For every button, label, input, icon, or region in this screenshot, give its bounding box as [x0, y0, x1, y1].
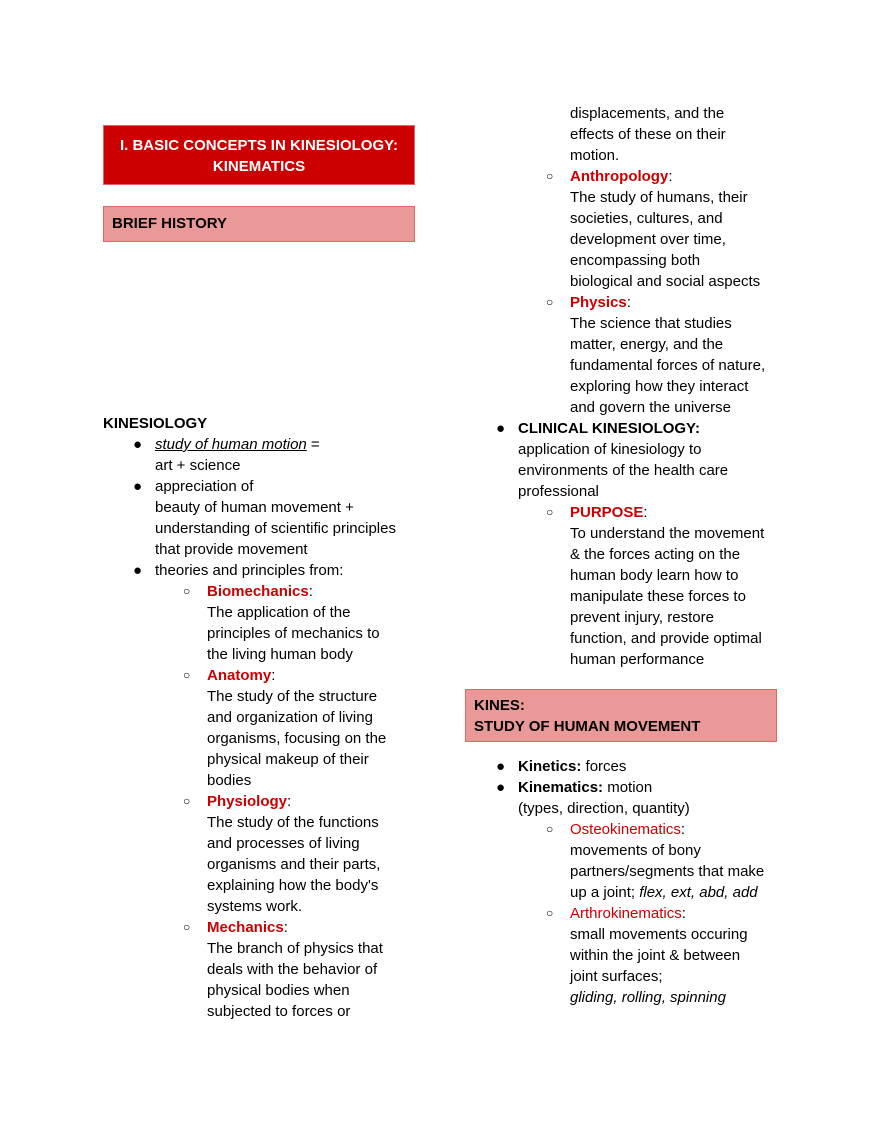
item-text: = art + science	[155, 436, 320, 474]
term: Osteokinematics	[570, 821, 681, 838]
bullet-icon: ●	[496, 420, 506, 437]
term: CLINICAL KINESIOLOGY:	[518, 420, 700, 437]
list-item-kinematics	[496, 777, 796, 819]
sub-item-physiology	[183, 791, 433, 917]
colon: :	[271, 667, 276, 684]
list-item	[133, 434, 433, 476]
sub-item-biomechanics	[183, 581, 433, 665]
circle-bullet-icon: ○	[546, 295, 554, 309]
emphasis-text: study of human motion	[155, 436, 307, 453]
sub-item-mechanics	[183, 917, 433, 1022]
definition: The application of the principles of mechanics to the living human body	[207, 604, 380, 663]
circle-bullet-icon: ○	[183, 584, 191, 598]
term: Physics	[570, 294, 627, 311]
item-text: appreciation of beauty of human movement + understanding of scientific principles that provide movement	[155, 478, 396, 558]
term: Mechanics	[207, 919, 284, 936]
circle-bullet-icon: ○	[546, 505, 554, 519]
definition: forces	[581, 758, 627, 775]
list-item	[133, 476, 433, 560]
section-title: I. BASIC CONCEPTS IN KINESIOLOGY: KINEMATICS	[103, 125, 415, 185]
circle-bullet-icon: ○	[546, 822, 554, 836]
left-column	[103, 413, 433, 1022]
sub-item-anthropology	[546, 166, 796, 292]
definition: To understand the movement & the forces acting on the human body learn how to manipulate these forces to prevent injury, restore function, and provide optimal human performance	[570, 525, 765, 668]
right-column	[466, 103, 796, 670]
sub-item-osteokinematics	[546, 819, 796, 903]
term: Anthropology	[570, 168, 669, 185]
bullet-icon: ●	[133, 436, 143, 453]
term: Arthrokinematics	[570, 905, 682, 922]
term: Anatomy	[207, 667, 272, 684]
colon: :	[626, 294, 631, 311]
term: Physiology	[207, 793, 288, 810]
sub-item-anatomy	[183, 665, 433, 791]
colon: :	[680, 821, 686, 838]
mechanics-continued: displacements, and the effects of these on their motion.	[570, 105, 726, 164]
kines-list	[466, 756, 796, 1008]
colon: :	[308, 583, 313, 600]
circle-bullet-icon: ○	[546, 906, 554, 920]
term: Biomechanics	[207, 583, 309, 600]
definition: application of kinesiology to environments of the health care professional	[518, 441, 729, 500]
list-item-kinetics	[496, 756, 796, 777]
definition: The study of the functions and processes of living organisms and their parts, explaining how the body's systems work.	[207, 814, 381, 915]
clinical-kinesiology-item	[496, 418, 796, 502]
kines-heading: KINES: STUDY OF HUMAN MOVEMENT	[465, 689, 777, 742]
definition: small movements occuring within the joint & between joint surfaces;	[570, 926, 748, 985]
examples: flex, ext, abd, add	[639, 884, 758, 901]
circle-bullet-icon: ○	[546, 169, 554, 183]
colon: :	[283, 919, 288, 936]
term: Kinetics:	[518, 758, 582, 775]
bullet-icon: ●	[133, 478, 143, 495]
brief-history-heading: BRIEF HISTORY	[103, 206, 415, 242]
sub-item-arthrokinematics	[546, 903, 796, 1008]
definition: movements of bony partners/segments that make up a joint;	[570, 842, 765, 901]
bullet-icon: ●	[496, 758, 506, 775]
definition: The branch of physics that deals with the behavior of physical bodies when subjected to forces or	[207, 940, 383, 1020]
term: PURPOSE	[570, 504, 644, 521]
sub-item-physics	[546, 292, 796, 418]
examples: gliding, rolling, spinning	[570, 989, 726, 1006]
bullet-icon: ●	[133, 562, 143, 579]
colon: :	[681, 905, 686, 922]
circle-bullet-icon: ○	[183, 920, 191, 934]
colon: :	[643, 504, 648, 521]
item-text: theories and principles from:	[155, 562, 344, 579]
circle-bullet-icon: ○	[183, 794, 191, 808]
colon: :	[287, 793, 292, 810]
kinesiology-heading: KINESIOLOGY	[103, 415, 208, 432]
bullet-icon: ●	[496, 779, 506, 796]
definition: motion (types, direction, quantity)	[518, 779, 690, 817]
list-item	[133, 560, 433, 581]
definition: The study of the structure and organization of living organisms, focusing on the physical makeup of their bodies	[207, 688, 387, 789]
circle-bullet-icon: ○	[183, 668, 191, 682]
definition: The science that studies matter, energy, and the fundamental forces of nature, exploring how they interact and govern the universe	[570, 315, 766, 416]
definition: The study of humans, their societies, cultures, and development over time, encompassing both biological and social aspects	[570, 189, 761, 290]
term: Kinematics:	[518, 779, 604, 796]
sub-item-purpose	[546, 502, 796, 670]
colon: :	[668, 168, 673, 185]
